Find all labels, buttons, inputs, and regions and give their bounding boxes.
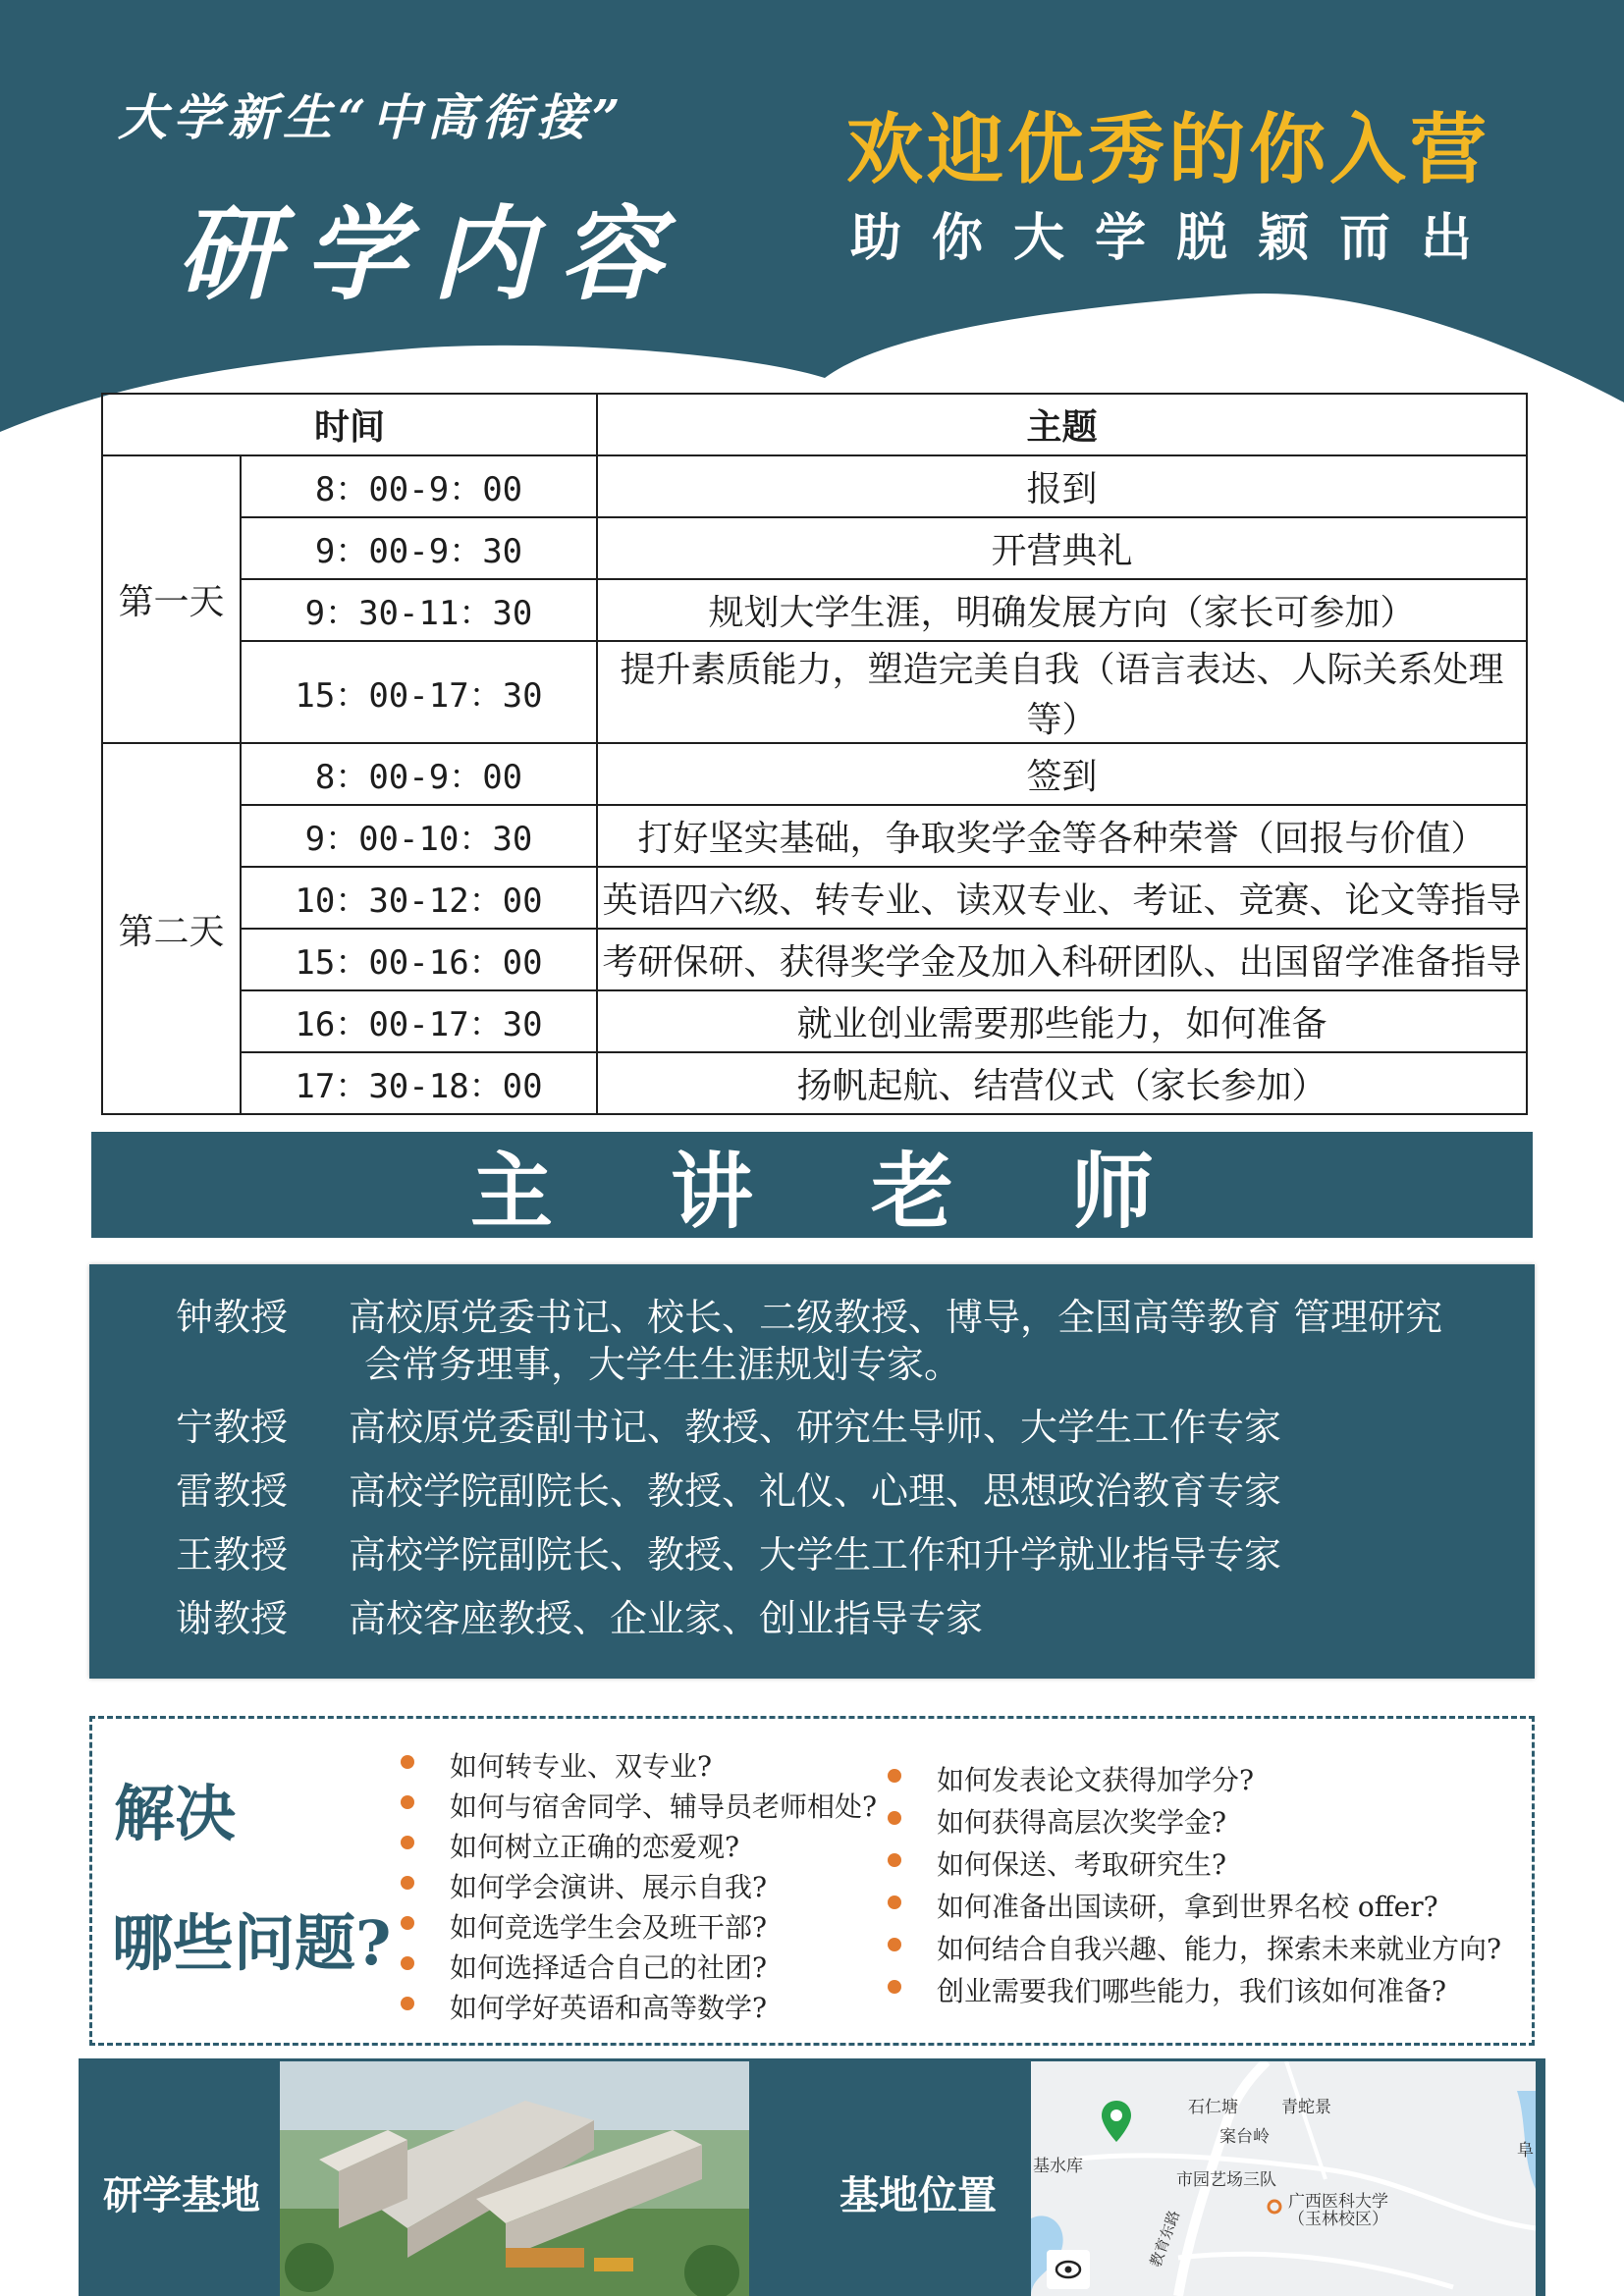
faq-item: 如何学会演讲、展示自我?: [450, 1866, 767, 1905]
poi-marker-icon: [1267, 2199, 1282, 2215]
faq-item: 如何获得高层次奖学金?: [937, 1801, 1226, 1841]
teacher-name: 宁教授: [176, 1406, 289, 1449]
table-row: [102, 805, 1527, 867]
topic-cell: 打好坚实基础，争取奖学金等各种荣誉（回报与价值）: [597, 805, 1527, 867]
time-cell: 8：00-9：00: [241, 455, 597, 517]
schedule-header-time: 时间: [102, 394, 597, 455]
faq-item: 如何选择适合自己的社团?: [450, 1947, 767, 1986]
schedule-header-topic: 主题: [597, 394, 1527, 455]
day-label: 第一天: [102, 455, 241, 743]
teacher-name: 王教授: [176, 1533, 289, 1576]
day-label: 第二天: [102, 743, 241, 1114]
table-row: [102, 1052, 1527, 1114]
table-row: [102, 641, 1527, 743]
schedule-header-row: [102, 394, 1527, 455]
faq-item: 如何学好英语和高等数学?: [450, 1987, 767, 2026]
teacher-entry: [176, 1468, 1468, 1515]
teacher-desc-line: 会常务理事，大学生生涯规划专家。: [364, 1343, 962, 1386]
map-label: 阜: [1517, 2141, 1534, 2161]
table-row: [102, 990, 1527, 1052]
faq-item: 如何结合自我兴趣、能力，探索未来就业方向?: [937, 1928, 1501, 1967]
faq-item: 如何树立正确的恋爱观?: [450, 1826, 739, 1865]
topic-cell: 规划大学生涯，明确发展方向（家长可参加）: [597, 579, 1527, 641]
faq-item: 如何竞选学生会及班干部?: [450, 1906, 767, 1946]
topic-cell: 英语四六级、转专业、读双专业、考证、竞赛、论文等指导: [597, 867, 1527, 929]
teachers-panel: [89, 1264, 1535, 1679]
teacher-desc-line: 高校原党委书记、校长、二级教授、博导，全国高等教育 管理研究: [349, 1296, 1443, 1339]
location-label: 基地位置: [839, 2173, 997, 2218]
locate-icon[interactable]: [1047, 2250, 1090, 2289]
map-label: 青蛇景: [1281, 2098, 1331, 2117]
time-cell: 15：00-16：00: [241, 929, 597, 990]
page-title: 研学内容: [177, 193, 688, 314]
time-cell: 9：30-11：30: [241, 579, 597, 641]
teacher-desc: 高校原党委副书记、教授、研究生导师、大学生工作专家: [349, 1406, 1282, 1449]
time-cell: 17：30-18：00: [241, 1052, 597, 1114]
table-row: [102, 743, 1527, 805]
topic-cell: 提升素质能力，塑造完美自我（语言表达、人际关系处理等）: [597, 641, 1527, 743]
map-label: 基水库: [1033, 2157, 1083, 2176]
table-row: [102, 455, 1527, 517]
tagline: 助你大学脱颖而出: [850, 209, 1503, 268]
teacher-name: 谢教授: [176, 1597, 289, 1640]
teacher-entry: [176, 1531, 1468, 1578]
faq-heading: 哪些问题?: [112, 1907, 392, 1979]
map-label: 教育东路: [1146, 2208, 1184, 2269]
teachers-banner: [91, 1132, 1533, 1238]
topic-cell: 扬帆起航、结营仪式（家长参加）: [597, 1052, 1527, 1114]
map-label: （玉林校区）: [1288, 2210, 1388, 2229]
topic-cell: 开营典礼: [597, 517, 1527, 579]
faq-item: 如何转专业、双专业?: [450, 1745, 712, 1785]
table-row: [102, 867, 1527, 929]
teacher-desc: [349, 1294, 1468, 1388]
table-row: [102, 517, 1527, 579]
faq-item: 如何发表论文获得加学分?: [937, 1759, 1254, 1798]
time-cell: 15：00-17：30: [241, 641, 597, 743]
teacher-name: 钟教授: [176, 1296, 289, 1339]
faq-item: 创业需要我们哪些能力，我们该如何准备?: [937, 1970, 1446, 2009]
base-label: 研学基地: [103, 2173, 260, 2218]
topic-cell: 签到: [597, 743, 1527, 805]
schedule-table: [101, 393, 1528, 1115]
location-map[interactable]: [1031, 2061, 1536, 2296]
teacher-entry: [176, 1595, 1468, 1642]
topic-cell: 就业创业需要那些能力，如何准备: [597, 990, 1527, 1052]
faq-item: 如何保送、考取研究生?: [937, 1843, 1226, 1883]
faq-item: 如何准备出国读研，拿到世界名校 offer?: [937, 1886, 1438, 1925]
time-cell: 10：30-12：00: [241, 867, 597, 929]
map-label: 市园艺场三队: [1176, 2170, 1276, 2190]
topic-cell: 报到: [597, 455, 1527, 517]
campus-photo: [280, 2061, 749, 2296]
welcome-slogan: 欢迎优秀的你入营: [846, 106, 1491, 194]
time-cell: 16：00-17：30: [241, 990, 597, 1052]
map-label: 石仁塘: [1188, 2098, 1238, 2117]
teachers-title: 主讲老师: [469, 1142, 1272, 1240]
teacher-desc: 高校学院副院长、教授、大学生工作和升学就业指导专家: [349, 1533, 1282, 1576]
teacher-entry: [176, 1294, 1468, 1388]
teacher-desc: 高校学院副院长、教授、礼仪、心理、思想政治教育专家: [349, 1469, 1282, 1513]
faq-heading: 解决: [114, 1778, 237, 1849]
map-pin-icon: [1102, 2101, 1131, 2142]
map-label: 案台岭: [1219, 2127, 1270, 2147]
teacher-desc: 高校客座教授、企业家、创业指导专家: [349, 1597, 984, 1640]
header-intro: 大学新生“中高衔接”: [118, 88, 626, 146]
faq-item: 如何与宿舍同学、辅导员老师相处?: [450, 1786, 877, 1825]
map-label: 广西医科大学: [1288, 2192, 1388, 2212]
table-row: [102, 579, 1527, 641]
topic-cell: 考研保研、获得奖学金及加入科研团队、出国留学准备指导: [597, 929, 1527, 990]
teacher-name: 雷教授: [176, 1469, 289, 1513]
time-cell: 9：00-10：30: [241, 805, 597, 867]
table-row: [102, 929, 1527, 990]
time-cell: 8：00-9：00: [241, 743, 597, 805]
time-cell: 9：00-9：30: [241, 517, 597, 579]
teacher-entry: [176, 1404, 1468, 1451]
